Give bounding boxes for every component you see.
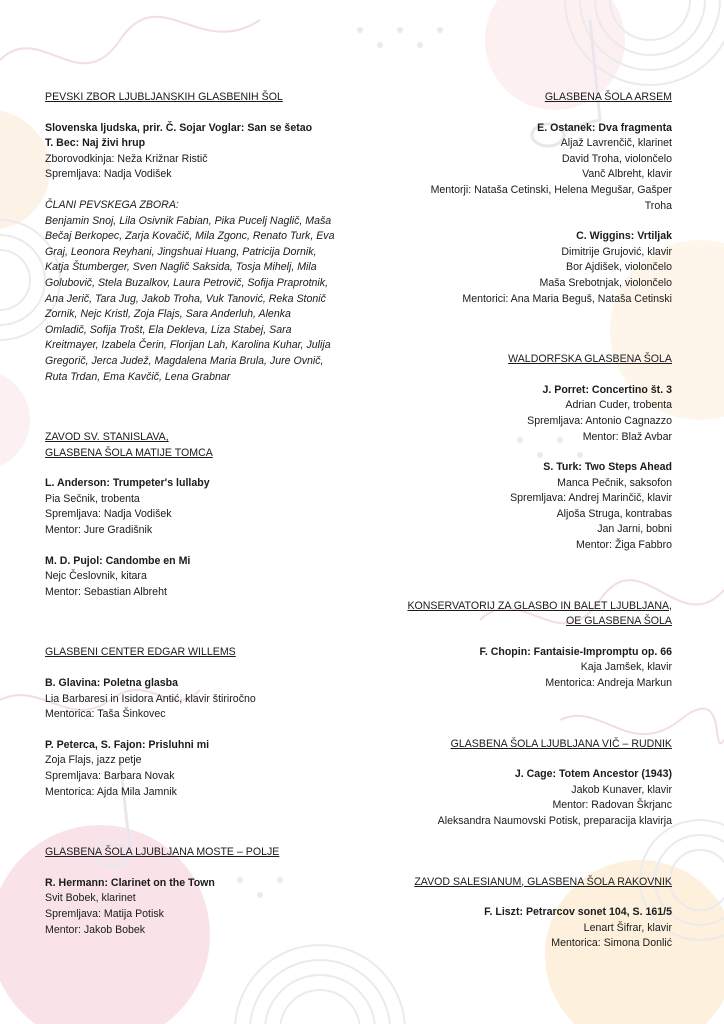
performer-line: Jakob Kunaver, klavir (571, 783, 672, 796)
performer-line: Mentor: Sebastian Albreht (45, 585, 167, 598)
performer-line: Mentorica: Taša Šinkovec (45, 708, 166, 721)
section-arsem (372, 90, 672, 307)
performer-line: Zborovodkinja: Neža Križnar Ristič (45, 152, 208, 165)
piece-title: P. Peterca, S. Fajon: Prisluhni mi (45, 738, 210, 751)
performer-line: Mentorji: Nataša Cetinski, Helena Megušar, Gašper (430, 183, 672, 196)
piece-title: Slovenska ljudska, prir. Č. Sojar Voglar: San se šetao (45, 121, 313, 134)
section-konservatorij (372, 599, 672, 692)
piece-title: M. D. Pujol: Candombe en Mi (45, 554, 191, 567)
piece-title: T. Bec: Naj živi hrup (45, 137, 146, 150)
choir-members-list: Benjamin Snoj, Lila Osivnik Fabian, Pika Pucelj Naglič, Maša Bečaj Berkopec, Zarja Kovačič, Mila Zgonc, Renato Turk, Eva Graj, Leonora Reyhani, Jingshuai Huang, Patricija Dornik, Katja Štumberger, Sven Naglič Saksida, Tosja Mihelj, Mila Golubovič, Stela Buzalkov, Laura Petrovič, Sofija Praprotnik, Ana Jerič, Tara Jug, Jakob Troha, Vuk Tanović, Reka Stonič Zornik, Nejc Kristl, Zoja Flajs, Sara Anderluh, Alenka Omladič, Sofija Trošt, Ela Dekleva, Liza Stabej, Sara Kreitmayer, Izabela Čerin, Florijan Lah, Karolina Kuhar, Julija Gregorič, Jerca Judež, Magdalena Maria Brula, Jure Ovnič, Ruta Trdan, Ema Kavčič, Lena Grabnar (45, 214, 335, 383)
performer-line: Adrian Cuder, trobenta (565, 399, 672, 412)
piece-title: S. Turk: Two Steps Ahead (543, 461, 672, 474)
piece-title: B. Glavina: Poletna glasba (45, 677, 179, 690)
section-heading: PEVSKI ZBOR LJUBLJANSKIH GLASBENIH ŠOL (45, 91, 283, 103)
section-heading: WALDORFSKA GLASBENA ŠOLA (508, 353, 672, 366)
right-column (372, 90, 672, 952)
section-waldorf (372, 352, 672, 554)
piece-title: F. Liszt: Petrarcov sonet 104, S. 161/5 (484, 906, 672, 919)
performer-line: Spremljava: Andrej Marinčič, klavir (510, 492, 672, 505)
section-stanislav (45, 430, 335, 600)
performer-line: Lenart Šifrar, klavir (583, 921, 672, 934)
performer-line: Spremljava: Matija Potisk (45, 907, 164, 920)
performer-line: Mentorica: Simona Donlić (551, 937, 672, 950)
piece-title: L. Anderson: Trumpeter's lullaby (45, 477, 210, 490)
performer-line: Nejc Česlovnik, kitara (45, 570, 147, 583)
section-salesianum (372, 875, 672, 952)
performer-line: Aljoša Struga, kontrabas (556, 507, 672, 520)
piece-title: J. Cage: Totem Ancestor (1943) (514, 768, 672, 781)
performer-line: Dimitrije Grujović, klavir (561, 245, 672, 258)
section-heading: KONSERVATORIJ ZA GLASBO IN BALET LJUBLJANA, OE GLASBENA ŠOLA (407, 599, 672, 628)
performer-line: Aleksandra Naumovski Potisk, preparacija klavirja (437, 815, 672, 827)
performer-line: Mentor: Žiga Fabbro (576, 539, 672, 552)
performer-line: Mentor: Radovan Škrjanc (552, 799, 672, 812)
performer-line: Jan Jarni, bobni (597, 523, 672, 536)
performer-line: Spremljava: Nadja Vodišek (45, 508, 172, 521)
performer-line: Kaja Jamšek, klavir (580, 661, 672, 674)
performer-line: Pia Sečnik, trobenta (45, 492, 140, 505)
section-willems (45, 645, 335, 800)
left-column (45, 90, 335, 938)
performer-line: Spremljava: Antonio Cagnazzo (527, 414, 672, 427)
performer-line: Maša Srebotnjak, violončelo (539, 276, 672, 289)
section-heading: GLASBENA ŠOLA LJUBLJANA MOSTE – POLJE (45, 846, 280, 859)
piece-title: R. Hermann: Clarinet on the Town (45, 876, 215, 889)
performer-line: Svit Bobek, klarinet (45, 892, 136, 905)
section-heading: GLASBENI CENTER EDGAR WILLEMS (45, 646, 236, 659)
piece-title: F. Chopin: Fantaisie-Impromptu op. 66 (479, 645, 672, 658)
piece-title: C. Wiggins: Vrtiljak (576, 230, 672, 243)
performer-line: Mentor: Jure Gradišnik (45, 524, 153, 537)
performer-line: Troha (644, 199, 672, 212)
performer-line: Mentor: Blaž Avbar (582, 430, 672, 443)
performer-line: Vanč Albreht, klavir (582, 168, 672, 181)
section-moste-polje (45, 845, 335, 938)
performer-line: Bor Ajdišek, violončelo (566, 261, 672, 274)
performer-line: Mentor: Jakob Bobek (45, 923, 146, 936)
piece-title: E. Ostanek: Dva fragmenta (537, 121, 672, 134)
performer-line: Lia Barbaresi in Isidora Antić, klavir štiriročno (45, 692, 256, 705)
performer-line: Mentorica: Andreja Markun (545, 677, 672, 690)
performer-line: Spremljava: Barbara Novak (45, 770, 175, 782)
section-heading: GLASBENA ŠOLA ARSEM (544, 91, 672, 103)
section-heading: GLASBENA ŠOLA LJUBLJANA VIČ – RUDNIK (450, 737, 672, 750)
piece-title: J. Porret: Concertino št. 3 (542, 383, 672, 396)
section-heading: ZAVOD SV. STANISLAVA, GLASBENA ŠOLA MATIJE TOMCA (45, 431, 213, 459)
performer-line: Mentorici: Ana Maria Beguš, Nataša Cetinski (462, 292, 672, 305)
performer-line: Zoja Flajs, jazz petje (45, 754, 142, 767)
performer-line: Mentorica: Ajda Mila Jamnik (45, 785, 177, 798)
performer-line: Aljaž Lavrenčič, klarinet (560, 137, 672, 150)
performer-line: David Troha, violončelo (561, 152, 672, 165)
performer-line: Spremljava: Nadja Vodišek (45, 168, 172, 181)
performer-line: Manca Pečnik, saksofon (557, 476, 672, 489)
section-choir (45, 90, 335, 385)
members-title: ČLANI PEVSKEGA ZBORA: (45, 198, 179, 211)
section-vic-rudnik (372, 737, 672, 830)
section-heading: ZAVOD SALESIANUM, GLASBENA ŠOLA RAKOVNIK (414, 875, 672, 888)
